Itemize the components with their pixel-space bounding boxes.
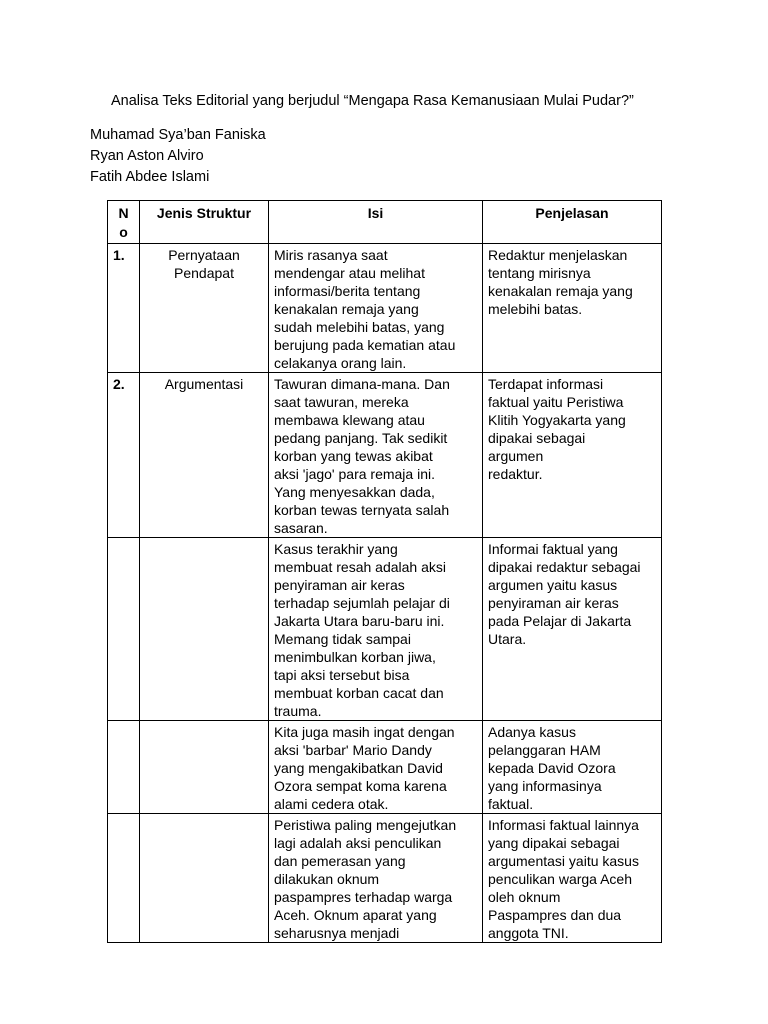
cell-penjelasan: Adanya kasus pelanggaran HAM kepada David Ozora yang informasinya faktual. (483, 721, 662, 814)
header-no: N o (108, 201, 140, 244)
author-name: Ryan Aston Alviro (90, 148, 204, 164)
header-isi: Isi (269, 201, 483, 244)
cell-no: 1. (108, 244, 140, 373)
cell-isi: Tawuran dimana-mana. Dan saat tawuran, mereka membawa klewang atau pedang panjang. Tak sedikit korban yang tewas akibat aksi 'jago' para remaja ini. Yang menyesakkan dada, korban tewas ternyata salah sasaran. (269, 373, 483, 538)
cell-penjelasan: Informai faktual yang dipakai redaktur sebagai argumen yaitu kasus penyiraman air keras pada Pelajar di Jakarta Utara. (483, 538, 662, 721)
cell-no: 2. (108, 373, 140, 538)
cell-isi: Kasus terakhir yang membuat resah adalah aksi penyiraman air keras terhadap sejumlah pelajar di Jakarta Utara baru-baru ini. Memang tidak sampai menimbulkan korban jiwa, tapi aksi tersebut bisa membuat korban cacat dan trauma. (269, 538, 483, 721)
table-row (108, 373, 662, 538)
header-jenis-struktur: Jenis Struktur (140, 201, 269, 244)
cell-no (108, 721, 140, 814)
table-row (108, 244, 662, 373)
author-name: Muhamad Sya’ban Faniska (90, 127, 266, 143)
cell-isi: Peristiwa paling mengejutkan lagi adalah aksi penculikan dan pemerasan yang dilakukan oknum paspampres terhadap warga Aceh. Oknum aparat yang seharusnya menjadi (269, 814, 483, 943)
cell-jenis-struktur (140, 721, 269, 814)
table-row (108, 721, 662, 814)
cell-jenis-struktur (140, 538, 269, 721)
cell-no (108, 538, 140, 721)
cell-jenis-struktur: Pernyataan Pendapat (140, 244, 269, 373)
cell-penjelasan: Redaktur menjelaskan tentang mirisnya kenakalan remaja yang melebihi batas. (483, 244, 662, 373)
editorial-structure-table (107, 200, 662, 943)
table-row (108, 814, 662, 943)
cell-jenis-struktur (140, 814, 269, 943)
cell-no (108, 814, 140, 943)
cell-penjelasan: Informasi faktual lainnya yang dipakai sebagai argumentasi yaitu kasus penculikan warga Aceh oleh oknum Paspampres dan dua anggota TNI. (483, 814, 662, 943)
cell-isi: Miris rasanya saat mendengar atau melihat informasi/berita tentang kenakalan remaja yang sudah melebihi batas, yang berujung pada kematian atau celakanya orang lain. (269, 244, 483, 373)
header-penjelasan: Penjelasan (483, 201, 662, 244)
table-row (108, 538, 662, 721)
cell-isi: Kita juga masih ingat dengan aksi 'barbar' Mario Dandy yang mengakibatkan David Ozora sempat koma karena alami cedera otak. (269, 721, 483, 814)
cell-penjelasan: Terdapat informasi faktual yaitu Peristiwa Klitih Yogyakarta yang dipakai sebagai argumen redaktur. (483, 373, 662, 538)
author-name: Fatih Abdee Islami (90, 169, 210, 185)
cell-jenis-struktur: Argumentasi (140, 373, 269, 538)
author-list (90, 125, 266, 188)
table-header-row (108, 201, 662, 244)
document-title: Analisa Teks Editorial yang berjudul “Mengapa Rasa Kemanusiaan Mulai Pudar?” (111, 93, 634, 109)
